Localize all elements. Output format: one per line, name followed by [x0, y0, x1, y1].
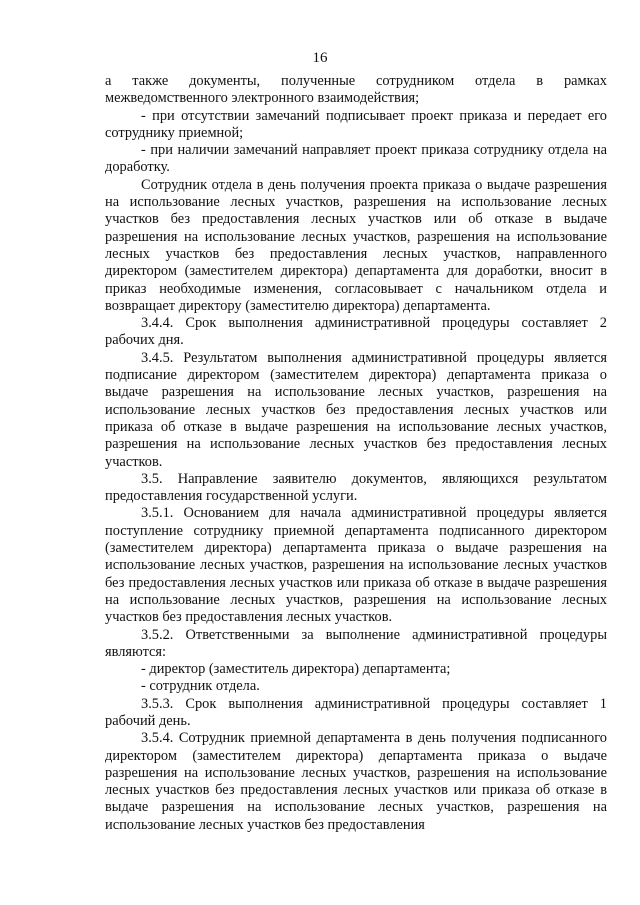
paragraph-3-5-2: 3.5.2. Ответственными за выполнение административной процедуры являются:: [105, 626, 607, 660]
paragraph-3-5-1: 3.5.1. Основанием для начала административной процедуры является поступление сотруднику приемной департамента подписанного директором (заместителем директора) департамента приказа о выдаче разрешения на использование лесных участков, разрешения на использование лесных участков без предоставления лесных участков или приказа об отказе в выдаче разрешения на использование лесных участков, разрешения на использование лесных участков без предоставления лесных участков.: [105, 505, 607, 626]
page-number: 16: [312, 50, 328, 66]
list-item-employee: - сотрудник отдела.: [141, 678, 260, 695]
paragraph-continuation: а также документы, полученные сотрудником отдела в рамках межведомственного электронного взаимодействия;: [105, 73, 607, 107]
paragraph-no-remarks: - при отсутствии замечаний подписывает проект приказа и передает его сотруднику приемной;: [105, 107, 607, 141]
paragraph-department-employee: Сотрудник отдела в день получения проекта приказа о выдаче разрешения на использование лесных участков, разрешения на использование лесных участков без предоставления лесных участков или об отказе в выдаче разрешения на использование лесных участков, разрешения на использование лесных участков без предоставления лесных участков, направленного директором (заместителем директора) департамента для доработки, вносит в приказ необходимые изменения, согласовывает с начальником отдела и возвращает директору (заместителю директора) департамента.: [105, 176, 607, 314]
paragraph-with-remarks: - при наличии замечаний направляет проект приказа сотруднику отдела на доработку.: [105, 142, 607, 176]
document-body: [105, 73, 607, 834]
paragraph-3-4-4: 3.4.4. Срок выполнения административной процедуры составляет 2 рабочих дня.: [105, 315, 607, 349]
paragraph-3-5-4: 3.5.4. Сотрудник приемной департамента в день получения подписанного директором (заместителем директора) департамента приказа о выдаче разрешения на использование лесных участков, разрешения на использование лесных участков без предоставления лесных участков или приказа об отказе в выдаче разрешения на использование лесных участков, разрешения на использование лесных участков без предоставления: [105, 730, 607, 833]
list-item-director: - директор (заместитель директора) департамента;: [141, 661, 451, 678]
paragraph-3-5: 3.5. Направление заявителю документов, являющихся результатом предоставления государственной услуги.: [105, 470, 607, 505]
paragraph-3-4-5: 3.4.5. Результатом выполнения административной процедуры является подписание директором (заместителем директора) департамента приказа о выдаче разрешения на использование лесных участков, разрешения на использование лесных участков без предоставления лесных участков или приказа об отказе в выдаче разрешения на использование лесных участков, разрешения на использование лесных участков без предоставления лесных участков.: [105, 349, 607, 470]
paragraph-3-5-3: 3.5.3. Срок выполнения административной процедуры составляет 1 рабочий день.: [105, 695, 607, 729]
